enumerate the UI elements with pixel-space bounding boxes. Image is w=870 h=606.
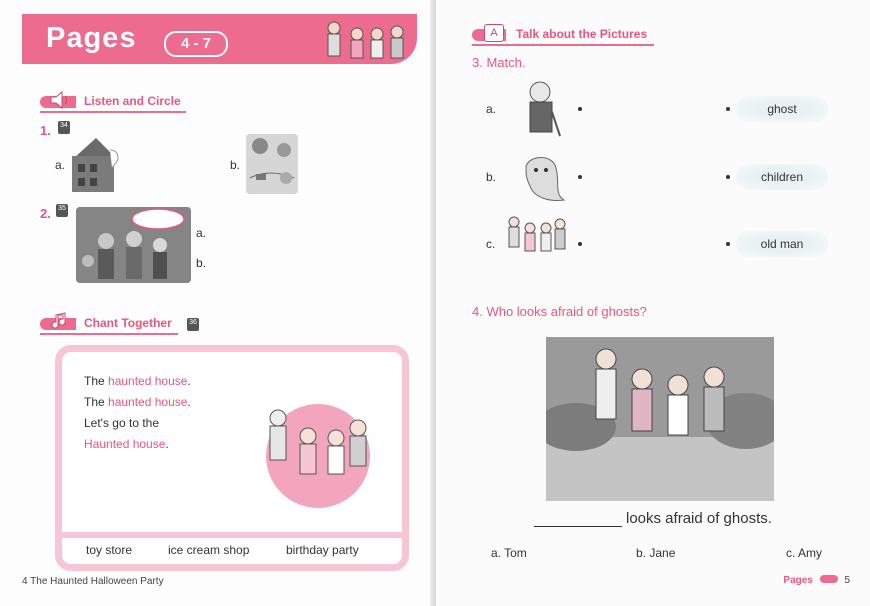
family-scene-icon xyxy=(76,207,191,283)
match-word: children xyxy=(736,164,828,190)
children-illustration xyxy=(312,18,412,64)
chant-box xyxy=(55,345,409,571)
match-dot-left[interactable] xyxy=(578,175,582,179)
page-number: 5 xyxy=(844,575,850,586)
chant-text: The xyxy=(84,374,109,388)
park-scene-icon xyxy=(246,134,298,194)
left-page-footer: 4 The Haunted Halloween Party xyxy=(22,576,164,587)
footer-label: Pages xyxy=(783,575,813,586)
answer-option[interactable]: c. Amy xyxy=(786,546,823,560)
chant-text: The xyxy=(84,395,109,409)
q4-title: 4. Who looks afraid of ghosts? xyxy=(472,304,647,319)
match-dot-left[interactable] xyxy=(578,242,582,246)
answer-option[interactable]: a. Tom xyxy=(491,546,527,560)
talk-section-header xyxy=(472,27,656,43)
option-a-label: a. xyxy=(196,226,207,240)
right-page xyxy=(436,0,870,606)
vocab-strip xyxy=(62,532,402,564)
chant-section-header xyxy=(40,316,210,332)
match-label: b. xyxy=(486,170,497,184)
question-1-number: 1. xyxy=(40,123,51,138)
listen-heading: Listen and Circle xyxy=(84,94,181,108)
match-word: old man xyxy=(736,231,828,257)
old-man-image xyxy=(516,78,566,140)
vocab-item: birthday party xyxy=(286,543,359,557)
music-note-icon xyxy=(50,312,70,332)
talk-icon: A xyxy=(484,24,504,42)
chant-line xyxy=(84,374,191,388)
vocab-item: toy store xyxy=(86,543,133,557)
sentence-text: looks afraid of ghosts. xyxy=(626,510,772,527)
chant-highlight: haunted house xyxy=(108,374,188,388)
answer-blank[interactable] xyxy=(534,512,622,527)
option-b-label: b. xyxy=(230,158,241,172)
section-underline xyxy=(40,333,178,335)
q3-title: 3. Match. xyxy=(472,55,526,70)
question-2-number: 2. xyxy=(40,206,51,221)
right-page-footer xyxy=(783,575,850,586)
chant-text: Let's go to the xyxy=(84,416,160,430)
match-label: c. xyxy=(486,237,496,251)
page-range-badge: 4 - 7 xyxy=(164,31,228,57)
option-a-label: a. xyxy=(55,158,66,172)
track-badge: 36 xyxy=(187,318,199,331)
section-underline xyxy=(40,111,186,113)
haunted-house-image[interactable] xyxy=(70,132,120,194)
answer-option[interactable]: b. Jane xyxy=(636,546,676,560)
scared-family-image[interactable] xyxy=(76,207,191,283)
q4-sentence xyxy=(534,510,772,527)
chant-line xyxy=(84,437,169,451)
children-running-image xyxy=(546,337,774,501)
track-badge: 34 xyxy=(58,121,70,134)
children-image xyxy=(504,214,570,266)
option-b-label: b. xyxy=(196,256,207,270)
speaker-icon xyxy=(48,90,72,110)
match-dot-right[interactable] xyxy=(726,242,730,246)
vocab-item: ice cream shop xyxy=(168,543,250,557)
match-dot-left[interactable] xyxy=(578,107,582,111)
talk-heading: Talk about the Pictures xyxy=(516,27,648,41)
chant-highlight: Haunted house xyxy=(84,437,166,451)
park-image[interactable] xyxy=(246,134,298,194)
section-underline xyxy=(472,44,654,46)
listen-section-header xyxy=(40,94,190,110)
house-icon xyxy=(70,132,120,194)
chant-children-illustration xyxy=(250,396,380,508)
match-word: ghost xyxy=(736,96,828,122)
match-dot-right[interactable] xyxy=(726,175,730,179)
footer-badge xyxy=(820,575,838,583)
banner-title: Pages xyxy=(46,22,137,54)
chant-text: . xyxy=(187,374,191,388)
chant-text: . xyxy=(187,395,191,409)
page-banner xyxy=(22,14,417,64)
left-page xyxy=(0,0,434,606)
chant-highlight: haunted house xyxy=(108,395,188,409)
chant-text: . xyxy=(165,437,169,451)
chant-line xyxy=(84,395,191,409)
chant-line xyxy=(84,416,159,430)
track-badge: 35 xyxy=(56,204,68,217)
chant-heading: Chant Together xyxy=(84,316,172,330)
match-label: a. xyxy=(486,102,497,116)
match-dot-right[interactable] xyxy=(726,107,730,111)
ghost-image xyxy=(516,148,566,204)
